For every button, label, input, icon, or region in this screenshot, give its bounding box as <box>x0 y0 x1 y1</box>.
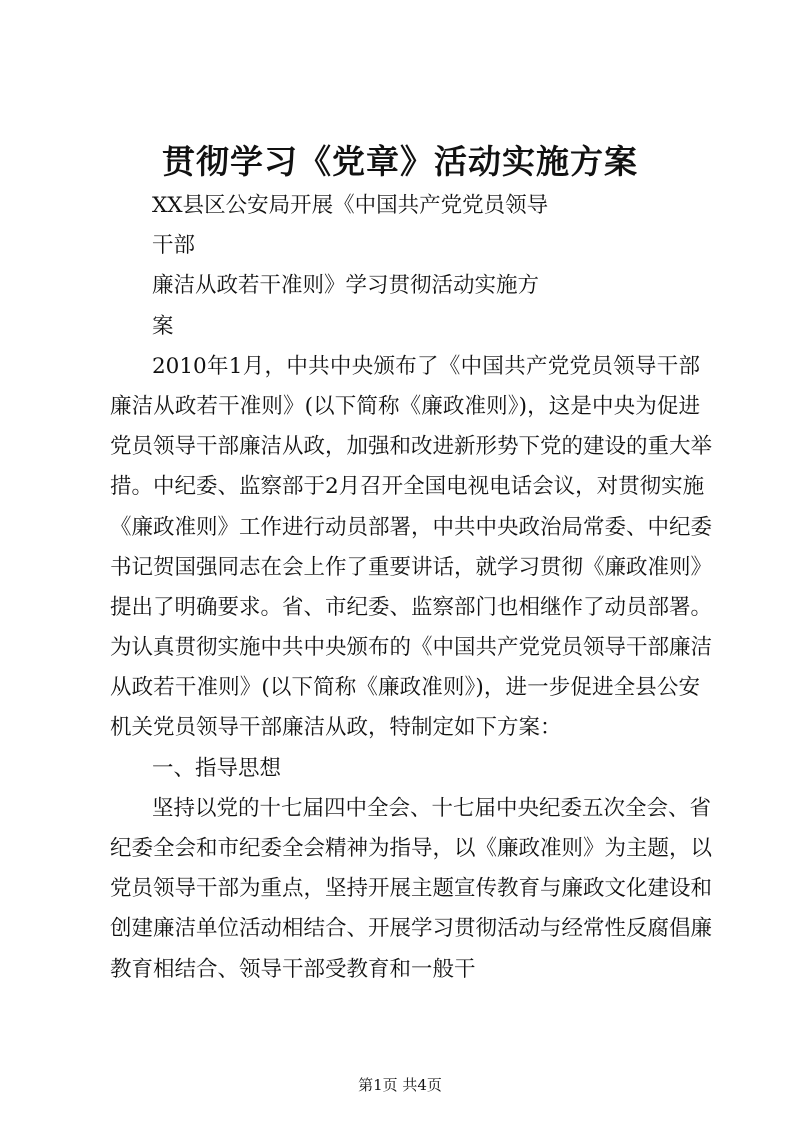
section-heading: 一、指导思想 <box>152 755 282 781</box>
document-body <box>110 186 713 990</box>
paragraph-line: 从政若干准则》(以下简称《廉政准则》)，进一步促进全县公安 <box>110 675 700 701</box>
paragraph-line: 党员领导干部为重点，坚持开展主题宣传教育与廉政文化建设和 <box>110 876 713 902</box>
subtitle-line: XX县区公安局开展《中国共产党党员领导 <box>152 193 549 218</box>
paragraph-line: 机关党员领导干部廉洁从政，特制定如下方案： <box>110 715 562 741</box>
paragraph-line: 为认真贯彻实施中共中央颁布的《中国共产党党员领导干部廉洁 <box>110 635 713 661</box>
paragraph-line: 纪委全会和市纪委全会精神为指导，以《廉政准则》为主题，以 <box>110 836 713 861</box>
subtitle-line: 干部 <box>152 233 196 259</box>
subtitle-line: 案 <box>152 313 174 339</box>
paragraph-line: 2010年1月，中共中央颁布了《中国共产党党员领导干部 <box>152 353 700 379</box>
subtitle-line: 廉洁从政若干准则》学习贯彻活动实施方 <box>152 273 540 299</box>
paragraph-line: 书记贺国强同志在会上作了重要讲话，就学习贯彻《廉政准则》 <box>110 554 713 580</box>
paragraph-line: 措。中纪委、监察部于2月召开全国电视电话会议，对贯彻实施 <box>110 474 705 500</box>
paragraph-line: 坚持以党的十七届四中全会、十七届中央纪委五次全会、省 <box>152 795 712 821</box>
paragraph-line: 提出了明确要求。省、市纪委、监察部门也相继作了动员部署。 <box>110 594 713 620</box>
page-footer: 第1页 共4页 <box>358 1076 442 1094</box>
paragraph-line: 廉洁从政若干准则》(以下简称《廉政准则》)，这是中央为促进 <box>110 393 700 419</box>
document-title: 贯彻学习《党章》活动实施方案 <box>162 142 638 181</box>
paragraph-line: 《廉政准则》工作进行动员部署，中共中央政治局常委、中纪委 <box>110 514 713 540</box>
paragraph-line: 教育相结合、领导干部受教育和一般干 <box>110 956 476 982</box>
paragraph-line: 创建廉洁单位活动相结合、开展学习贯彻活动与经常性反腐倡廉 <box>110 916 713 942</box>
paragraph-line: 党员领导干部廉洁从政，加强和改进新形势下党的建设的重大举 <box>110 434 713 460</box>
